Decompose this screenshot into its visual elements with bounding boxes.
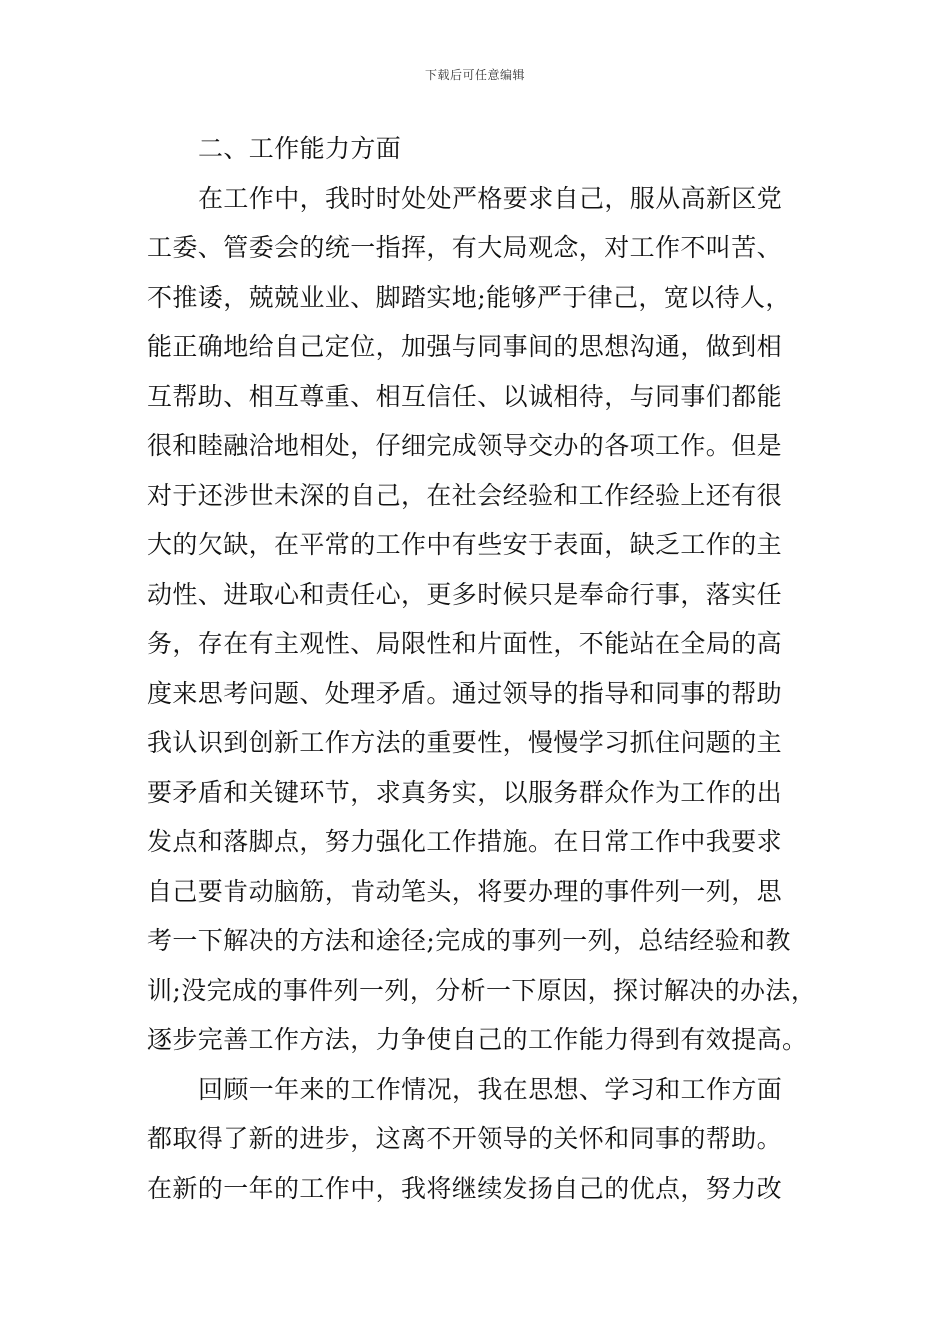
paragraph-line: 大的欠缺，在平常的工作中有些安于表面，缺乏工作的主 [147, 530, 783, 559]
paragraph-line: 互帮助、相互尊重、相互信任、以诚相待，与同事们都能 [147, 381, 783, 411]
paragraph-line: 务，存在有主观性、局限性和片面性，不能站在全局的高 [147, 629, 783, 658]
paragraph-line: 不推诿，兢兢业业、脚踏实地;能够严于律己，宽以待人， [147, 282, 791, 312]
section-heading: 二、工作能力方面 [198, 134, 402, 163]
paragraph-line: 对于还涉世未深的自己，在社会经验和工作经验上还有很 [147, 480, 783, 510]
paragraph-line: 很和睦融洽地相处，仔细完成领导交办的各项工作。但是 [147, 431, 783, 460]
body-text [147, 124, 817, 1213]
paragraph-line: 训;没完成的事件列一列，分析一下原因，探讨解决的办法， [147, 975, 817, 1005]
paragraph-line: 自己要肯动脑筋，肯动笔头，将要办理的事件列一列，思 [147, 876, 783, 906]
paragraph-line: 动性、进取心和责任心，更多时候只是奉命行事，落实任 [147, 579, 783, 609]
paragraph-line: 回顾一年来的工作情况，我在思想、学习和工作方面 [198, 1074, 783, 1104]
paragraph-line: 逐步完善工作方法，力争使自己的工作能力得到有效提高。 [147, 1025, 808, 1054]
paragraph-line: 发点和落脚点，努力强化工作措施。在日常工作中我要求 [147, 827, 783, 856]
paragraph-line: 在新的一年的工作中，我将继续发扬自己的优点，努力改 [147, 1173, 783, 1203]
paragraph-line: 能正确地给自己定位，加强与同事间的思想沟通，做到相 [147, 332, 783, 361]
page-header: 下载后可任意编辑 [424, 68, 525, 82]
paragraph-line: 考一下解决的方法和途径;完成的事列一列，总结经验和教 [147, 926, 791, 955]
paragraph-line: 度来思考问题、处理矛盾。通过领导的指导和同事的帮助 [147, 678, 783, 708]
paragraph-line: 在工作中，我时时处处严格要求自己，服从高新区党 [198, 183, 783, 213]
paragraph-line: 要矛盾和关键环节，求真务实，以服务群众作为工作的出 [147, 777, 783, 807]
paragraph-line: 都取得了新的进步，这离不开领导的关怀和同事的帮助。 [147, 1124, 783, 1153]
paragraph-line: 我认识到创新工作方法的重要性，慢慢学习抓住问题的主 [147, 728, 783, 757]
paragraph-line: 工委、管委会的统一指挥，有大局观念，对工作不叫苦、 [147, 233, 783, 262]
